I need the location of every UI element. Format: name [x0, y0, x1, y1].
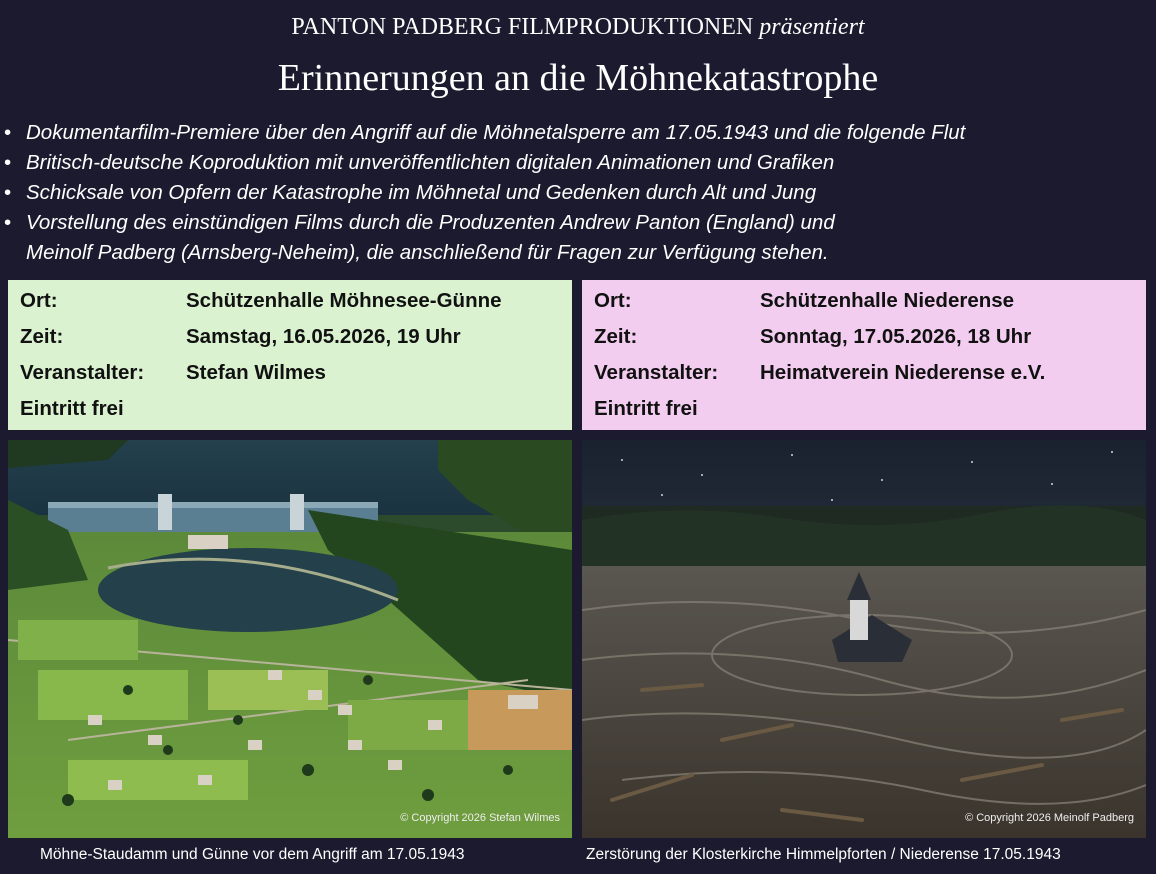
- admission-text: Eintritt frei: [20, 397, 124, 420]
- location-label: Ort:: [20, 289, 58, 312]
- bullet-item: [4, 118, 1154, 148]
- bullet-text-continued: Meinolf Padberg (Arnsberg-Neheim), die anschließend für Fragen zur Verfügung stehen.: [26, 241, 829, 264]
- organizer-label: Veranstalter:: [20, 361, 145, 384]
- time-label: Zeit:: [594, 325, 638, 348]
- location-label: Ort:: [594, 289, 632, 312]
- bullet-text: • Vorstellung des einstündigen Films durch die Produzenten Andrew Panton (England) und: [26, 211, 835, 234]
- time-value: Sonntag, 17.05.2026, 18 Uhr: [760, 325, 1032, 348]
- bullet-text: • Dokumentarfilm-Premiere über den Angriff auf die Möhnetalsperre am 17.05.1943 und die folgende Flut: [26, 121, 966, 144]
- event-admission-row: [20, 394, 572, 430]
- event-time-row: [20, 322, 572, 358]
- event-box-guenne: [8, 280, 572, 430]
- organizer-value: Stefan Wilmes: [186, 361, 326, 384]
- page-title: Erinnerungen an die Möhnekatastrophe: [277, 57, 879, 99]
- bullet-text: • Schicksale von Opfern der Katastrophe im Möhnetal und Gedenken durch Alt und Jung: [26, 181, 817, 204]
- copyright-notice: © Copyright 2026 Stefan Wilmes: [400, 812, 560, 824]
- organizer-value: Heimatverein Niederense e.V.: [760, 361, 1046, 384]
- event-box-niederense: [582, 280, 1146, 430]
- event-time-row: [594, 322, 1146, 358]
- organizer-label: Veranstalter:: [594, 361, 719, 384]
- bullet-text: • Britisch-deutsche Koproduktion mit unveröffentlichten digitalen Animationen und Grafiken: [26, 151, 835, 174]
- presenter-name: PANTON PADBERG FILMPRODUKTIONEN: [291, 14, 754, 40]
- bullet-item: [4, 178, 1154, 208]
- event-organizer-row: [594, 358, 1146, 394]
- dam-village-illustration: [8, 440, 572, 838]
- event-organizer-row: [20, 358, 572, 394]
- dam-village-image: [8, 440, 572, 838]
- flooded-church-illustration: [582, 440, 1146, 838]
- caption-dam-village: Möhne-Staudamm und Günne vor dem Angriff am 17.05.1943: [40, 846, 465, 863]
- presents-word: präsentiert: [759, 14, 865, 40]
- location-value: Schützenhalle Niederense: [760, 289, 1015, 312]
- time-label: Zeit:: [20, 325, 64, 348]
- bullet-item: [4, 208, 1154, 268]
- event-location-row: [594, 286, 1146, 322]
- feature-list: [4, 118, 1154, 268]
- location-value: Schützenhalle Möhnesee-Günne: [186, 289, 502, 312]
- event-admission-row: [594, 394, 1146, 430]
- event-location-row: [20, 286, 572, 322]
- time-value: Samstag, 16.05.2026, 19 Uhr: [186, 325, 461, 348]
- presenter-line: [0, 14, 1156, 41]
- admission-text: Eintritt frei: [594, 397, 698, 420]
- copyright-notice: © Copyright 2026 Meinolf Padberg: [965, 812, 1134, 824]
- caption-flooded-church: Zerstörung der Klosterkirche Himmelpforten / Niederense 17.05.1943: [586, 846, 1061, 863]
- flooded-church-image: [582, 440, 1146, 838]
- bullet-item: [4, 148, 1154, 178]
